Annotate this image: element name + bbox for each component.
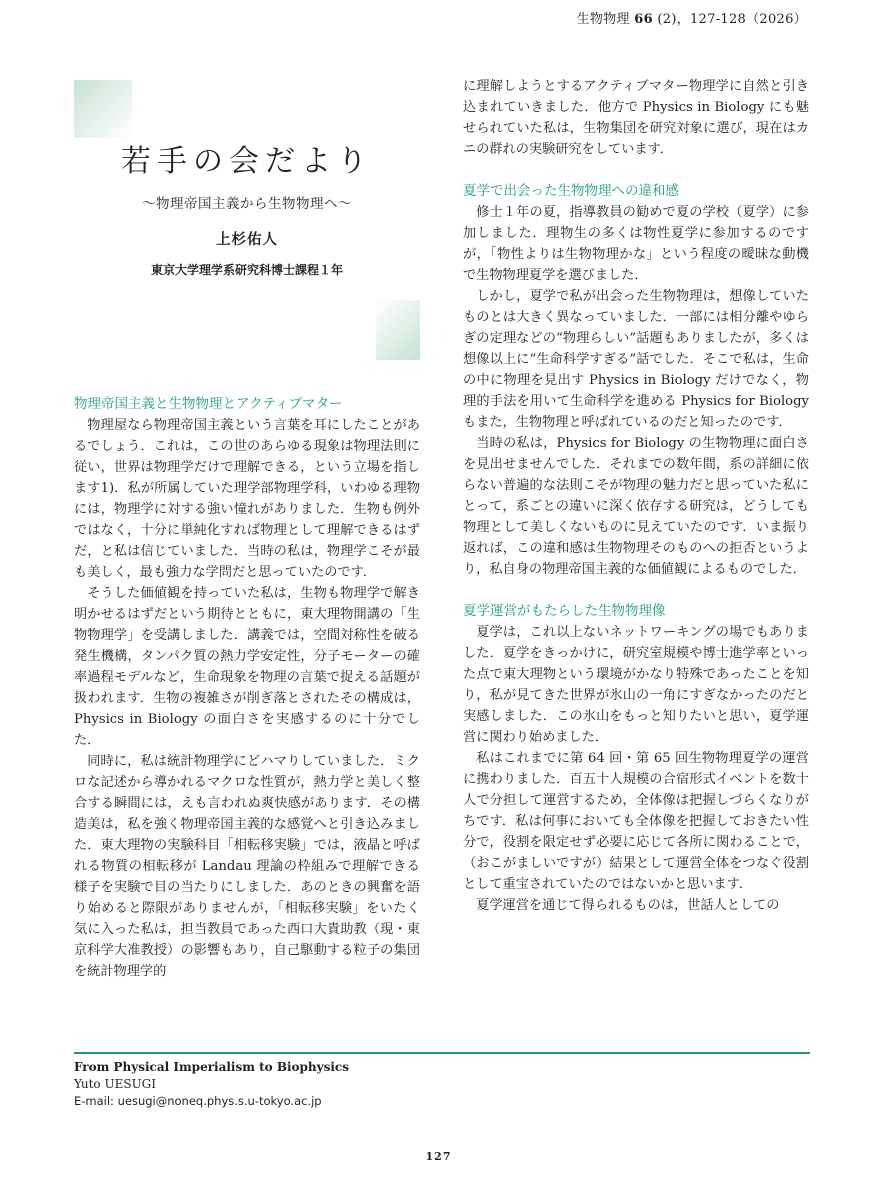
title-block	[74, 140, 420, 278]
decoration-gradient-top	[74, 80, 132, 138]
journal-header	[577, 8, 807, 27]
left-column	[74, 394, 420, 982]
author-affiliation: 東京大学理学系研究科博士課程１年	[150, 263, 343, 277]
article-title: 若手の会だより	[121, 144, 373, 179]
paragraph: 夏学運営を通じて得られるものは，世話人としての	[476, 898, 780, 913]
decoration-gradient-bottom	[376, 300, 420, 360]
article-subtitle: ～物理帝国主義から生物物理へ～	[142, 196, 352, 212]
english-title: From Physical Imperialism to Biophysics	[74, 1060, 349, 1074]
paragraph: 夏学は，これ以上ないネットワーキングの場でもありました．夏学をきっかけに，研究室規模や博士進学率といった点で東大理物という環境がかなり特殊であったことを知り，私が見てきた世界が氷山の一角にすぎなかったのだと実感しました．この氷山をもっと知りたいと思い，夏学運営に関わり始めました．	[463, 625, 809, 745]
section-heading: 夏学で出会った生物物理への違和感	[463, 183, 679, 199]
paragraph: 同時に，私は統計物理学にどハマりしていました．ミクロな記述から導かれるマクロな性質が，熱力学と美しく整合する瞬間には，えも言われぬ爽快感があります．その構造美は，私を強く物理帝国主義的な感覚へと引き込みました．東大理物の実験科目「相転移実験」では，液晶と呼ばれる物質の相転移が Landau 理論の枠組みで理解できる様子を実験で目の当たりにしました．あのときの興奮を語り始めると際限がありませんが，「相転移実験」をいたく気に入った私は，担当教員であった西口大貴助教（現・東京科学大准教授）の影響もあり，自己駆動する粒子の集団を統計物理学的	[74, 754, 420, 979]
paragraph: そうした価値観を持っていた私は，生物も物理学で解き明かせるはずだという期待とともに，東大理物開講の「生物物理学」を受講しました．講義では，空間対称性を破る発生機構，タンパク質の熱力学安定性，分子モーターの確率過程モデルなど，生命現象を物理の言葉で捉える話題が扱われます．生物の複雑さが削ぎ落とされたその構成は，Physics in Biology の面白さを実感するのに十分でした．	[74, 586, 420, 748]
journal-volume: 66	[634, 12, 653, 27]
english-author: Yuto UESUGI	[74, 1077, 157, 1091]
paragraph: 私はこれまでに第 64 回・第 65 回生物物理夏学の運営に携わりました．百五十人規模の合宿形式イベントを数十人で分担して運営するため，全体像は把握しづらくなりがちです．私は何事においても全体像を把握しておきたい性分で，役割を限定せず必要に応じて各所に関わることで，（おこがましいですが）結果として運営全体をつなぐ役割として重宝されていたのではないかと思います．	[463, 751, 809, 892]
paragraph: 当時の私は，Physics for Biology の生物物理に面白さを見出せませんでした．それまでの数年間，系の詳細に依らない普遍的な法則こそが物理の魅力だと思っていた私にとって，系ごとの違いに深く依存する研究は，どうしても物理として美しくないものに見えていたのです．いま振り返れば，この違和感は生物物理そのものへの拒否というより，私自身の物理帝国主義的な価値観によるものでした．	[463, 436, 809, 577]
page-number: 127	[425, 1150, 452, 1163]
section-gap	[463, 580, 809, 601]
paragraph: 物理屋なら物理帝国主義という言葉を耳にしたことがあるでしょう．これは，この世のあらゆる現象は物理法則に従い，世界は物理学だけで理解できる，という立場を指します1)．私が所属していた理学部物理学科，いわゆる理物には，物理学に対する強い憧れがありました．生物も例外ではなく，十分に単純化すれば物理として理解できるはずだ，と私は信じていました．当時の私は，物理学こそが最も美しく，最も強力な学問だと思っていたのです．	[74, 418, 420, 580]
email-address: E-mail: uesugi@noneq.phys.s.u-tokyo.ac.jp	[74, 1094, 322, 1108]
section-heading: 夏学運営がもたらした生物物理像	[463, 603, 666, 619]
section-gap	[463, 160, 809, 181]
journal-name: 生物物理	[576, 12, 630, 27]
section-heading: 物理帝国主義と生物物理とアクティブマター	[74, 396, 343, 412]
footer-rule	[74, 1052, 810, 1054]
paragraph: 修士１年の夏，指導教員の勧めで夏の学校（夏学）に参加しました．理物生の多くは物性夏学に参加するのですが，「物性よりは生物物理かな」という程度の曖昧な動機で生物物理夏学を選びました．	[463, 205, 809, 283]
paragraph: しかし，夏学で私が出会った生物物理は，想像していたものとは大きく異なっていました．一部には相分離やゆらぎの定理などの“物理らしい”話題もありましたが，多くは想像以上に“生命科学すぎる”話でした．そこで私は，生命の中に物理を見出す Physics in Biology だけでなく，物理的手法を用いて生命科学を進める Physics for Biology もまた，生物物理と呼ばれているのだと知ったのです．	[463, 289, 809, 430]
author-name: 上杉佑人	[216, 232, 278, 248]
footer	[74, 1059, 349, 1110]
paragraph-continued: に理解しようとするアクティブマター物理学に自然と引き込まれていきました．他方で Physics in Biology にも魅せられていた私は，生物集団を研究対象に選び，現在はカニの群れの実験研究をしています．	[463, 79, 809, 157]
journal-issue-pages: (2)，127-128（2026）	[657, 12, 807, 27]
right-column	[463, 76, 809, 916]
